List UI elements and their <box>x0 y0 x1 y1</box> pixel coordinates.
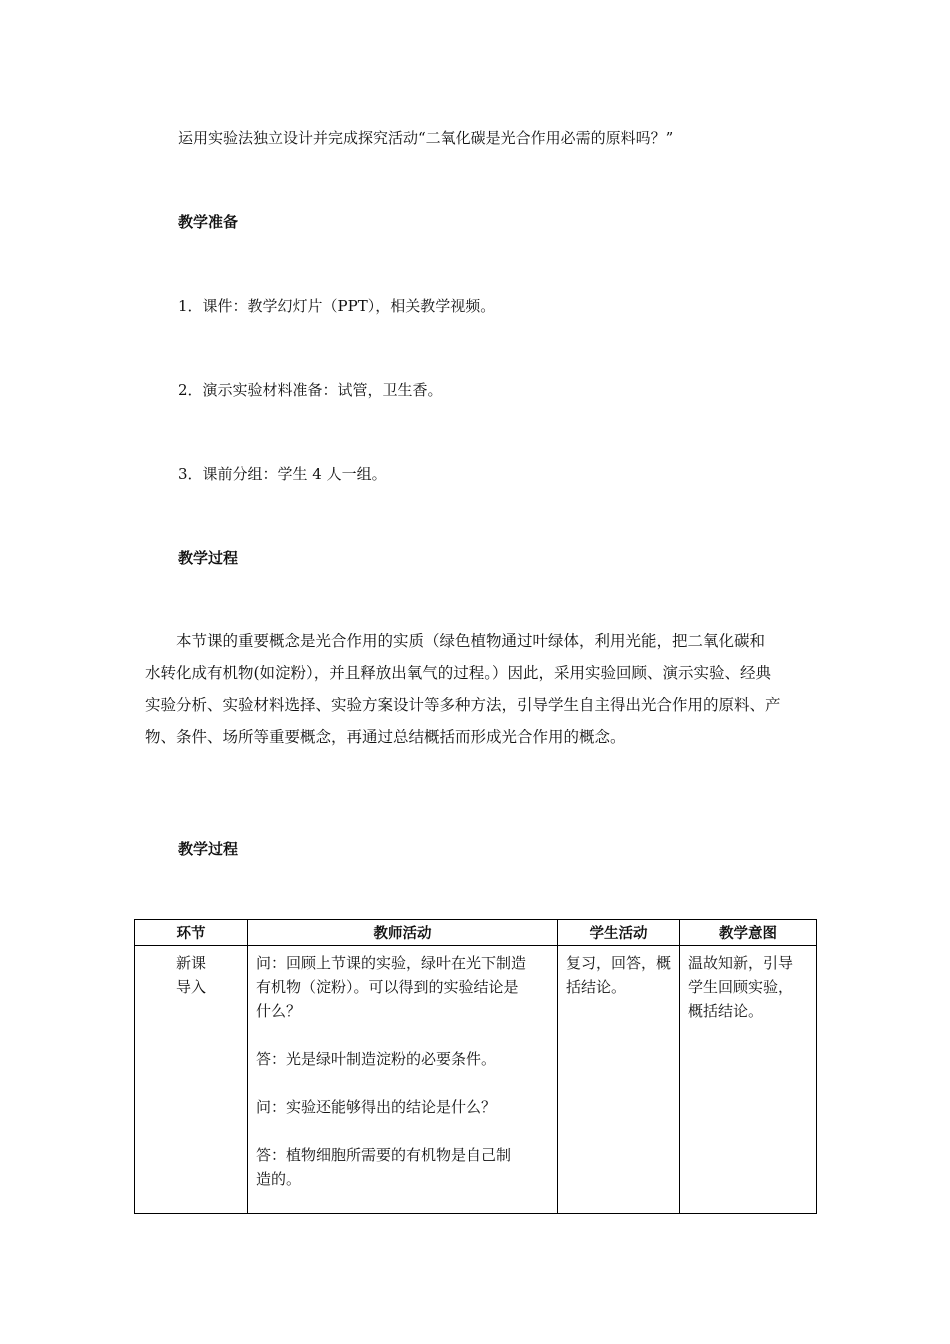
intro-paragraph-line: 水转化成有机物(如淀粉），并且释放出氧气的过程。）因此，采用实验回顾、演示实验、经典 <box>145 664 772 682</box>
header-teacher-activity: 教师活动 <box>248 920 558 946</box>
student-activity-line: 复习，回答，概 <box>566 954 672 972</box>
section-heading-process-2: 教学过程 <box>178 840 239 858</box>
teacher-question-1-line: 有机物（淀粉）。可以得到的实验结论是 <box>256 978 519 996</box>
student-activity-line: 括结论。 <box>566 978 627 996</box>
teacher-answer-2-line: 答：植物细胞所需要的有机物是自己制 <box>256 1146 512 1164</box>
cell-student-activity <box>558 946 680 1214</box>
intro-paragraph-line: 本节课的重要概念是光合作用的实质（绿色植物通过叶绿体，利用光能，把二氧化碳和 <box>145 632 766 650</box>
cell-teacher-activity <box>248 946 558 1214</box>
spacer <box>256 1023 549 1047</box>
prep-item-demo-materials: 2．演示实验材料准备：试管，卫生香。 <box>178 381 443 399</box>
teacher-answer-2-line: 造的。 <box>256 1170 302 1188</box>
teaching-intent-line: 概括结论。 <box>688 1002 764 1020</box>
teaching-intent-line: 学生回顾实验， <box>688 978 794 996</box>
section-heading-process: 教学过程 <box>178 549 239 567</box>
header-stage: 环节 <box>135 920 248 946</box>
cell-stage <box>135 946 248 1214</box>
prep-item-courseware: 1．课件：教学幻灯片（PPT），相关教学视频。 <box>178 297 496 315</box>
table-row <box>135 946 817 1214</box>
teacher-question-1-line: 什么？ <box>256 1002 302 1020</box>
teacher-question-2: 问：实验还能够得出的结论是什么？ <box>256 1098 497 1116</box>
header-teaching-intent: 教学意图 <box>680 920 817 946</box>
lesson-plan-table <box>134 919 817 1214</box>
teacher-question-1-line: 问：回顾上节课的实验，绿叶在光下制造 <box>256 954 527 972</box>
objective-line: 运用实验法独立设计并完成探究活动“二氧化碳是光合作用必需的原料吗？” <box>178 129 674 147</box>
section-heading-preparation: 教学准备 <box>178 213 239 231</box>
header-student-activity: 学生活动 <box>558 920 680 946</box>
spacer <box>256 1071 549 1095</box>
cell-teaching-intent <box>680 946 817 1214</box>
spacer <box>256 1119 549 1143</box>
stage-line: 新课 <box>175 954 206 972</box>
teaching-intent-line: 温故知新，引导 <box>688 954 794 972</box>
intro-paragraph-line: 实验分析、实验材料选择、实验方案设计等多种方法，引导学生自主得出光合作用的原料、产 <box>145 696 781 714</box>
intro-paragraph-line: 物、条件、场所等重要概念，再通过总结概括而形成光合作用的概念。 <box>145 728 626 746</box>
table-header-row <box>135 920 817 946</box>
intro-paragraph <box>145 625 813 753</box>
teacher-answer-1: 答：光是绿叶制造淀粉的必要条件。 <box>256 1050 497 1068</box>
prep-item-grouping: 3．课前分组：学生 4 人一组。 <box>178 465 387 483</box>
stage-line: 导入 <box>175 978 206 996</box>
